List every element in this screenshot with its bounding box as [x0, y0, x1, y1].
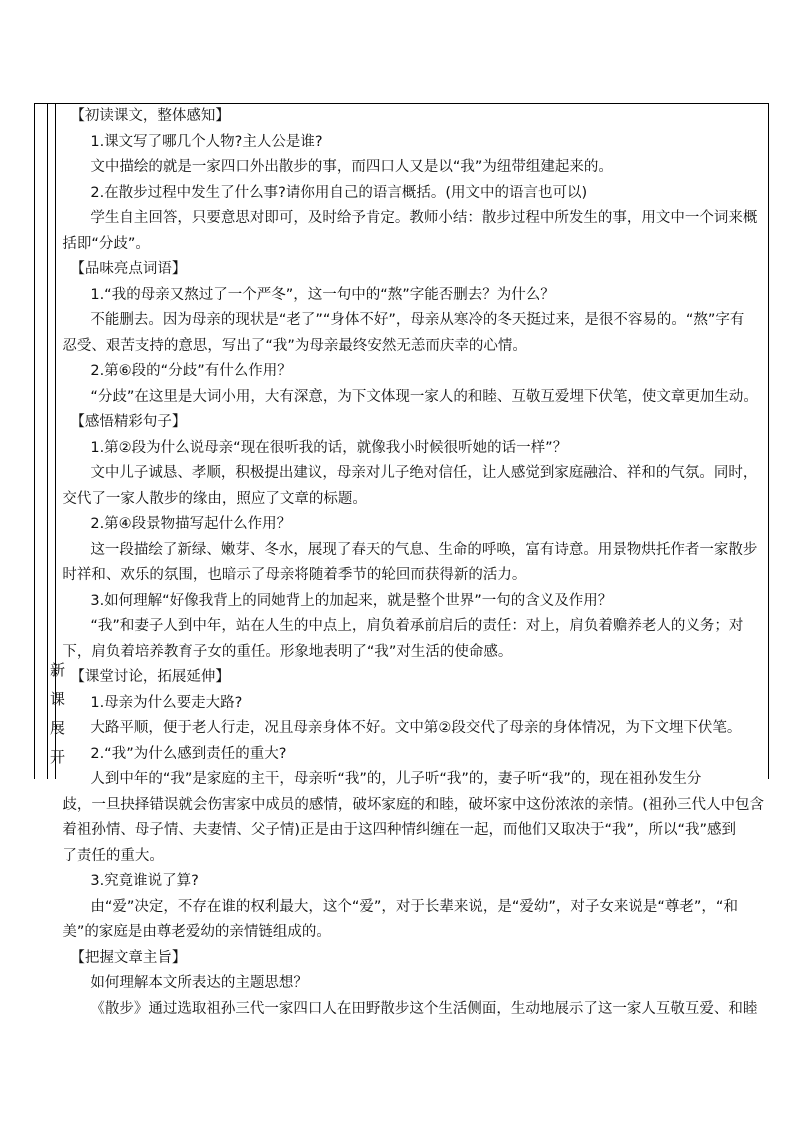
text-line: 《散步》通过选取祖孙三代一家四口人在田野散步这个生活侧面，生动地展示了这一家人互敬互爱、和睦: [90, 1000, 758, 1017]
section-label-char: 开: [49, 748, 65, 766]
text-line: 如何理解本文所表达的主题思想？: [90, 975, 308, 991]
text-line: 人到中年的“我”是家庭的主干，母亲听“我”的，儿子听“我”的，妻子听“我”的，现在祖孙发生分: [90, 771, 702, 787]
text-line: 1.母亲为什么要走大路?: [90, 694, 243, 711]
lesson-table: [34, 103, 769, 1017]
text-line: 大路平顺，便于老人行走，况且母亲身体不好。文中第②段交代了母亲的身体情况，为下文埋下伏笔。: [90, 720, 742, 736]
text-line: 1.第②段为什么说母亲“现在很听我的话，就像我小时候很听她的话一样”？: [90, 439, 568, 456]
text-line: 1.课文写了哪几个人物?主人公是谁?: [90, 133, 323, 150]
section-label: [35, 656, 80, 772]
text-line: 1.“我的母亲又熬过了一个严冬”，这一句中的“熬”字能否删去？为什么？: [90, 286, 555, 303]
section-heading: 【把握文章主旨】: [70, 949, 187, 966]
text-line: 学生自主回答，只要意思对即可，及时给予肯定。教师小结：散步过程中所发生的事，用文中一个词来概: [90, 210, 758, 226]
text-line: 这一段描绘了新绿、嫩芽、冬水，展现了春天的气息、生命的呼唤，富有诗意。用景物烘托作者一家散步: [90, 541, 758, 558]
text-line: 歧，一旦抉择错误就会伤害家中成员的感情，破坏家庭的和睦，破坏家中这份浓浓的亲情。(祖孙三代人中包含: [62, 796, 764, 813]
text-line: 3.如何理解“好像我背上的同她背上的加起来，就是整个世界”一句的含义及作用？: [90, 592, 613, 609]
text-line: 由“爱”决定，不存在谁的权利最大，这个“爱”，对于长辈来说，是“爱幼”，对子女来说是“尊老”，“和: [90, 898, 738, 915]
text-line: 2.“我”为什么感到责任的重大?: [90, 745, 287, 762]
text-line: 2.第⑥段的“分歧”有什么作用？: [90, 363, 292, 379]
text-line: 3.究竟谁说了算?: [90, 873, 199, 889]
text-line: “分歧”在这里是大词小用，大有深意，为下文体现一家人的和睦、互敬互爱埋下伏笔，使文章更加生动。: [90, 388, 758, 405]
section-label-char: 课: [49, 690, 65, 708]
section-label-cell: [35, 104, 65, 779]
text-line: 着祖孙情、母子情、夫妻情、父子情)正是由于这四种情纠缠在一起，而他们又取决于“我”，所以“我”感到: [62, 822, 737, 838]
section-heading: 【感悟精彩句子】: [70, 414, 187, 430]
text-line: 时祥和、欢乐的氛围，也暗示了母亲将随着季节的轮回而获得新的活力。: [62, 567, 527, 583]
section-heading: 【品味亮点词语】: [70, 261, 187, 277]
text-line: “我”和妻子人到中年，站在人生的中点上，肩负着承前启后的责任：对上，肩负着赡养老人的义务；对: [90, 618, 744, 634]
section-label-char: 新: [49, 661, 65, 679]
text-line: 2.在散步过程中发生了什么事?请你用自己的语言概括。(用文中的语言也可以): [90, 184, 588, 201]
text-line: 了责任的重大。: [62, 847, 164, 864]
section-heading: 【初读课文，整体感知】: [70, 108, 230, 124]
text-line: 文中儿子诚恳、孝顺，积极提出建议，母亲对儿子绝对信任，让人感觉到家庭融洽、祥和的气氛。同时，: [90, 465, 758, 481]
text-line: 不能删去。因为母亲的现状是“老了”“身体不好”，母亲从寒冷的冬天挺过来，是很不容易的。“熬”字有: [90, 312, 745, 328]
text-line: 交代了一家人散步的缘由，照应了文章的标题。: [62, 490, 367, 507]
section-heading: 【课堂讨论，拓展延伸】: [70, 669, 230, 685]
text-line: 括即“分歧”。: [62, 235, 150, 252]
lesson-content: [56, 104, 768, 1017]
text-line: 文中描绘的就是一家四口外出散步的事，而四口人又是以“我”为纽带组建起来的。: [90, 159, 613, 175]
text-line: 忍受、艰苦支持的意思，写出了“我”为母亲最终安然无恙而庆幸的心情。: [62, 337, 527, 354]
text-line: 下，肩负着培养教育子女的重任。形象地表明了“我”对生活的使命感。: [62, 643, 513, 660]
text-line: 2.第④段景物描写起什么作用？: [90, 516, 292, 532]
text-line: 美”的家庭是由尊老爱幼的亲情链组成的。: [62, 924, 331, 940]
section-label-char: 展: [49, 719, 65, 737]
